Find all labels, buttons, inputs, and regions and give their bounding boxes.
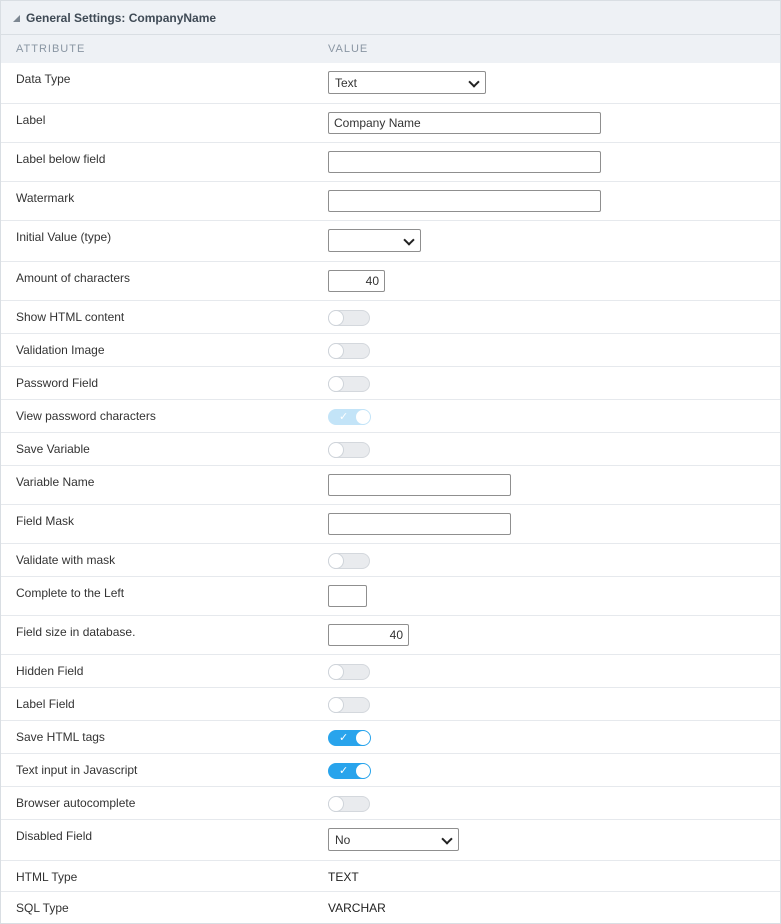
- row-label: Validation Image: [16, 343, 105, 357]
- variable-name-input[interactable]: [328, 474, 511, 496]
- row-sql-type: [1, 892, 780, 923]
- row-complete-left: [1, 577, 780, 616]
- row-browser-autocomplete: [1, 787, 780, 820]
- field-size-db-input[interactable]: 40: [328, 624, 409, 646]
- row-label: Variable Name: [16, 475, 95, 489]
- row-label: SQL Type: [16, 901, 69, 915]
- row-label: Hidden Field: [16, 664, 84, 678]
- row-label: Field size in database.: [16, 625, 136, 639]
- label-field-toggle[interactable]: [328, 697, 370, 713]
- row-label: Show HTML content: [16, 310, 125, 324]
- row-variable-name: [1, 466, 780, 505]
- toggle-knob: [328, 697, 344, 713]
- collapse-caret-icon[interactable]: [13, 15, 20, 22]
- show-html-toggle[interactable]: [328, 310, 370, 326]
- save-html-tags-toggle[interactable]: [328, 730, 370, 746]
- row-label: Complete to the Left: [16, 586, 125, 600]
- row-amount-chars: [1, 262, 780, 301]
- label-input[interactable]: Company Name: [328, 112, 601, 134]
- row-label: Watermark: [16, 191, 75, 205]
- check-icon: ✓: [339, 765, 349, 777]
- row-field-size-db: [1, 616, 780, 655]
- row-label-below: [1, 143, 780, 182]
- toggle-knob: [355, 763, 371, 779]
- save-variable-toggle[interactable]: [328, 442, 370, 458]
- row-text-input-js: [1, 754, 780, 787]
- row-password-field: [1, 367, 780, 400]
- row-label: Data Type: [16, 72, 71, 86]
- row-save-html-tags: [1, 721, 780, 754]
- chevron-down-icon: [468, 76, 479, 87]
- toggle-knob: [355, 730, 371, 746]
- validation-image-toggle[interactable]: [328, 343, 370, 359]
- validate-mask-toggle[interactable]: [328, 553, 370, 569]
- disabled-field-select[interactable]: No: [328, 828, 459, 851]
- attribute-column-label: ATTRIBUTE: [16, 43, 86, 55]
- initial-value-select[interactable]: [328, 229, 421, 252]
- row-save-variable: [1, 433, 780, 466]
- field-mask-input[interactable]: [328, 513, 511, 535]
- row-label: HTML Type: [16, 870, 78, 884]
- toggle-knob: [328, 442, 344, 458]
- check-icon: ✓: [339, 411, 349, 423]
- row-show-html: [1, 301, 780, 334]
- row-label: Label below field: [16, 152, 106, 166]
- column-header: [1, 35, 780, 63]
- sql-type-value: VARCHAR: [328, 901, 386, 915]
- row-label-field: [1, 688, 780, 721]
- toggle-knob: [328, 664, 344, 680]
- check-icon: ✓: [339, 732, 349, 744]
- value-column-label: VALUE: [328, 43, 369, 55]
- row-watermark: [1, 182, 780, 221]
- text-input-js-toggle[interactable]: [328, 763, 370, 779]
- row-label: Password Field: [16, 376, 99, 390]
- row-validate-mask: [1, 544, 780, 577]
- view-password-toggle: [328, 409, 370, 425]
- hidden-field-toggle[interactable]: [328, 664, 370, 680]
- row-disabled-field: [1, 820, 780, 861]
- row-label: Disabled Field: [16, 829, 93, 843]
- toggle-knob: [328, 553, 344, 569]
- panel-header[interactable]: [1, 1, 780, 35]
- row-label: Amount of characters: [16, 271, 131, 285]
- password-field-toggle[interactable]: [328, 376, 370, 392]
- toggle-knob: [328, 343, 344, 359]
- row-label: Initial Value (type): [16, 230, 112, 244]
- row-label: Field Mask: [16, 514, 75, 528]
- chevron-down-icon: [403, 234, 414, 245]
- watermark-input[interactable]: [328, 190, 601, 212]
- panel-title: General Settings: CompanyName: [26, 10, 217, 25]
- toggle-knob: [355, 409, 371, 425]
- data-type-select[interactable]: Text: [328, 71, 486, 94]
- complete-left-input[interactable]: [328, 585, 367, 607]
- row-field-mask: [1, 505, 780, 544]
- row-data-type: [1, 63, 780, 104]
- row-view-password: [1, 400, 780, 433]
- row-label: Save HTML tags: [16, 730, 105, 744]
- row-label: View password characters: [16, 409, 156, 423]
- html-type-value: TEXT: [328, 870, 359, 884]
- row-label: Text input in Javascript: [16, 763, 138, 777]
- row-validation-image: [1, 334, 780, 367]
- toggle-knob: [328, 310, 344, 326]
- row-label: Label: [16, 113, 46, 127]
- row-label: [1, 104, 780, 143]
- amount-chars-input[interactable]: 40: [328, 270, 385, 292]
- row-label: Save Variable: [16, 442, 90, 456]
- browser-autocomplete-toggle[interactable]: [328, 796, 370, 812]
- chevron-down-icon: [441, 833, 452, 844]
- row-label: Label Field: [16, 697, 75, 711]
- row-initial-value: [1, 221, 780, 262]
- label-below-input[interactable]: [328, 151, 601, 173]
- row-label: Validate with mask: [16, 553, 116, 567]
- row-label: Browser autocomplete: [16, 796, 136, 810]
- toggle-knob: [328, 376, 344, 392]
- row-hidden-field: [1, 655, 780, 688]
- toggle-knob: [328, 796, 344, 812]
- row-html-type: [1, 861, 780, 892]
